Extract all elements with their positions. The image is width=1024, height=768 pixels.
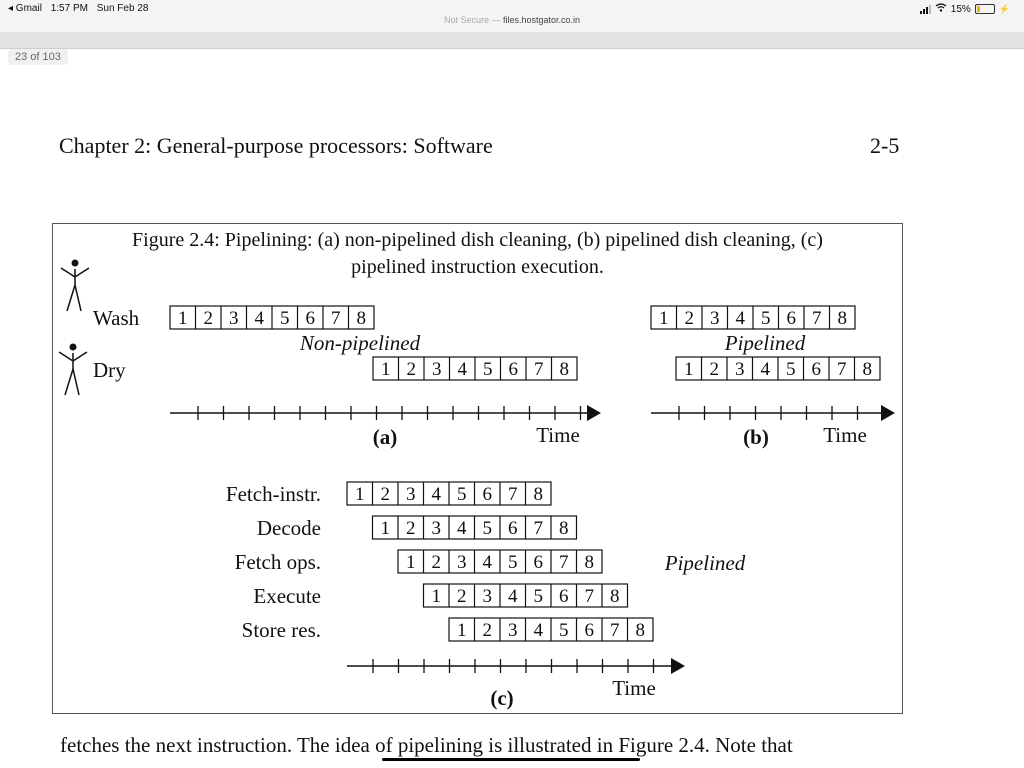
c-stage-2-task-3: 3 xyxy=(431,518,441,539)
c-stage-4-task-8: 8 xyxy=(610,586,620,607)
c-stage-1-task-7: 7 xyxy=(508,484,518,505)
c-stage-2-task-6: 6 xyxy=(508,518,518,539)
dryer-person-icon-arm-right xyxy=(73,352,87,361)
status-bar xyxy=(0,0,1024,32)
b-wash-task-8: 8 xyxy=(837,308,847,329)
a-wash-task-6: 6 xyxy=(305,308,315,329)
label-b: (b) xyxy=(743,425,769,449)
a-dry-task-7: 7 xyxy=(534,359,544,380)
status-time: 1:57 PM xyxy=(50,3,88,14)
page-number: 2-5 xyxy=(870,133,900,158)
a-dry-task-3: 3 xyxy=(432,359,442,380)
back-to-gmail-link[interactable]: ◂ Gmail xyxy=(8,3,42,14)
a-wash-task-1: 1 xyxy=(178,308,188,329)
c-stage-5-task-4: 4 xyxy=(533,620,543,641)
c-stage-4-task-3: 3 xyxy=(482,586,492,607)
browser-toolbar xyxy=(0,32,1024,49)
c-stage-3-task-7: 7 xyxy=(559,552,569,573)
c-stage-1-task-3: 3 xyxy=(406,484,416,505)
status-left xyxy=(8,3,154,14)
c-stage-5-task-5: 5 xyxy=(559,620,569,641)
status-date: Sun Feb 28 xyxy=(96,3,149,14)
c-stage-2-task-7: 7 xyxy=(533,518,543,539)
c-stage-2-task-8: 8 xyxy=(559,518,569,539)
b-dry-task-5: 5 xyxy=(786,359,796,380)
c-stage-1-task-5: 5 xyxy=(457,484,467,505)
time-label-b: Time xyxy=(823,423,867,447)
a-wash-task-7: 7 xyxy=(331,308,341,329)
c-stage-3-task-1: 1 xyxy=(406,552,416,573)
c-stage-4-task-2: 2 xyxy=(457,586,467,607)
label-c: (c) xyxy=(490,686,514,710)
c-stage-4-task-4: 4 xyxy=(508,586,518,607)
stage-label-2: Decode xyxy=(256,516,321,540)
dryer-person-icon-leg-left xyxy=(65,369,73,395)
a-wash-task-2: 2 xyxy=(203,308,213,329)
b-dry-task-1: 1 xyxy=(684,359,694,380)
c-stage-2-task-2: 2 xyxy=(406,518,416,539)
a-wash-task-5: 5 xyxy=(280,308,290,329)
a-axis-arrow xyxy=(587,405,601,421)
c-stage-3-task-5: 5 xyxy=(508,552,518,573)
pipelined-label-b: Pipelined xyxy=(724,331,806,355)
caption-line-1: Figure 2.4: Pipelining: (a) non-pipelined dish cleaning, (b) pipelined dish cleaning, (c) xyxy=(132,229,823,251)
washer-person-icon-leg-left xyxy=(67,285,75,311)
b-wash-task-7: 7 xyxy=(812,308,822,329)
time-label-c: Time xyxy=(612,676,656,700)
b-wash-task-6: 6 xyxy=(786,308,796,329)
c-stage-1-task-1: 1 xyxy=(355,484,365,505)
c-stage-3-task-8: 8 xyxy=(584,552,594,573)
a-dry-task-2: 2 xyxy=(406,359,416,380)
c-stage-1-task-8: 8 xyxy=(533,484,543,505)
a-dry-task-1: 1 xyxy=(381,359,391,380)
status-right xyxy=(920,3,1010,15)
figure-caption xyxy=(53,227,902,281)
c-stage-4-task-1: 1 xyxy=(431,586,441,607)
c-stage-5-task-7: 7 xyxy=(610,620,620,641)
c-stage-3-task-2: 2 xyxy=(431,552,441,573)
not-secure-label: Not Secure — xyxy=(443,15,503,25)
b-wash-task-1: 1 xyxy=(659,308,669,329)
c-stage-4-task-7: 7 xyxy=(584,586,594,607)
dryer-person-icon-leg-right xyxy=(73,369,79,395)
a-wash-task-4: 4 xyxy=(254,308,264,329)
c-stage-2-task-4: 4 xyxy=(457,518,467,539)
charging-icon: ⚡ xyxy=(998,3,1010,14)
dryer-person-icon-head xyxy=(70,344,77,351)
caption-line-2: pipelined instruction execution. xyxy=(351,256,604,278)
b-axis-arrow xyxy=(881,405,895,421)
c-stage-1-task-4: 4 xyxy=(431,484,441,505)
label-a: (a) xyxy=(372,425,398,449)
b-wash-task-5: 5 xyxy=(761,308,771,329)
b-dry-task-4: 4 xyxy=(760,359,770,380)
dryer-person-icon-arm-left xyxy=(59,352,73,361)
b-wash-task-4: 4 xyxy=(735,308,745,329)
url-bar[interactable] xyxy=(0,15,1024,25)
b-dry-task-6: 6 xyxy=(811,359,821,380)
c-stage-4-task-5: 5 xyxy=(533,586,543,607)
pipelining-diagram xyxy=(53,224,904,715)
page-indicator: 23 of 103 xyxy=(8,49,68,65)
pipelined-label-c: Pipelined xyxy=(664,551,746,575)
battery-icon xyxy=(975,4,995,14)
time-label-a: Time xyxy=(536,423,580,447)
stage-label-3: Fetch ops. xyxy=(234,550,321,574)
a-dry-task-6: 6 xyxy=(508,359,518,380)
chapter-header: Chapter 2: General-purpose processors: Software xyxy=(59,133,493,158)
battery-percent: 15% xyxy=(950,3,971,15)
wash-label: Wash xyxy=(93,306,140,330)
stage-label-5: Store res. xyxy=(241,618,321,642)
c-stage-4-task-6: 6 xyxy=(559,586,569,607)
c-stage-5-task-2: 2 xyxy=(482,620,492,641)
c-stage-5-task-6: 6 xyxy=(584,620,594,641)
a-wash-task-3: 3 xyxy=(229,308,239,329)
non-pipelined-label: Non-pipelined xyxy=(299,331,421,355)
b-dry-task-7: 7 xyxy=(837,359,847,380)
figure-2-4 xyxy=(52,223,903,714)
cellular-signal-icon xyxy=(920,5,931,14)
body-paragraph: fetches the next instruction. The idea of pipelining is illustrated in Figure 2.4. Note that xyxy=(60,733,793,757)
c-stage-3-task-4: 4 xyxy=(482,552,492,573)
c-axis-arrow xyxy=(671,658,685,674)
a-wash-task-8: 8 xyxy=(356,308,366,329)
c-stage-2-task-5: 5 xyxy=(482,518,492,539)
b-wash-task-2: 2 xyxy=(684,308,694,329)
washer-person-icon-leg-right xyxy=(75,285,81,311)
b-dry-task-2: 2 xyxy=(709,359,719,380)
dry-label: Dry xyxy=(93,358,126,382)
c-stage-3-task-6: 6 xyxy=(533,552,543,573)
stage-label-1: Fetch-instr. xyxy=(225,482,321,506)
b-dry-task-8: 8 xyxy=(862,359,872,380)
scroll-indicator[interactable] xyxy=(382,758,640,761)
c-stage-5-task-3: 3 xyxy=(508,620,518,641)
c-stage-1-task-2: 2 xyxy=(380,484,390,505)
c-stage-5-task-1: 1 xyxy=(457,620,467,641)
wifi-icon xyxy=(935,3,947,15)
b-wash-task-3: 3 xyxy=(710,308,720,329)
c-stage-5-task-8: 8 xyxy=(635,620,645,641)
a-dry-task-5: 5 xyxy=(483,359,493,380)
url-text: files.hostgator.co.in xyxy=(502,15,581,25)
stage-label-4: Execute xyxy=(253,584,321,608)
a-dry-task-8: 8 xyxy=(559,359,569,380)
c-stage-1-task-6: 6 xyxy=(482,484,492,505)
c-stage-3-task-3: 3 xyxy=(457,552,467,573)
b-dry-task-3: 3 xyxy=(735,359,745,380)
c-stage-2-task-1: 1 xyxy=(380,518,390,539)
a-dry-task-4: 4 xyxy=(457,359,467,380)
